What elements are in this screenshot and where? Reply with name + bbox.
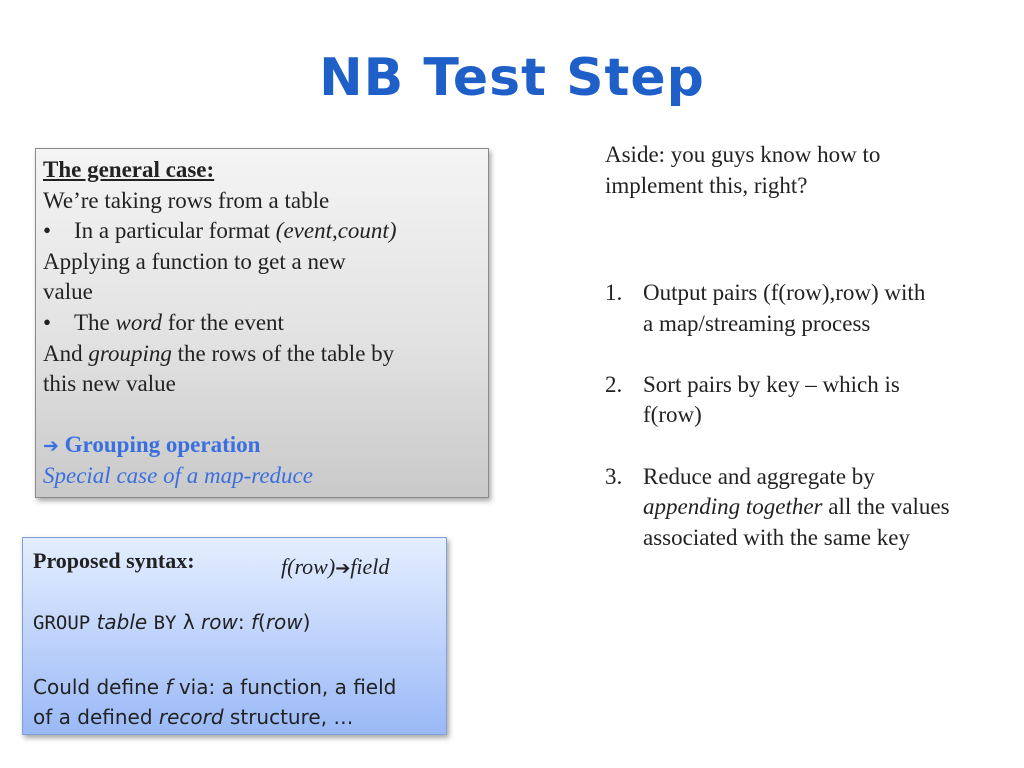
general-case-line-value: value [43,279,93,305]
grouping-operation-label: ➔ Grouping operation [43,431,261,457]
general-case-line-applying: Applying a function to get a new [43,248,346,274]
list-item: 3. Reduce and aggregate by appending together all the values associated with the same key [605,463,950,550]
syntax-annotation: f(row)➔field [281,554,390,579]
bullet-icon: • [43,218,52,244]
define-f-text: Could define f via: a function, a field of a defined record structure, … [33,675,397,729]
general-case-bullet-word: • The word for the event [43,308,488,339]
syntax-heading: Proposed syntax: [33,548,195,573]
general-case-box [35,148,489,498]
list-item: 2. Sort pairs by key – which is f(row) [605,371,900,428]
general-case-line-rows: We’re taking rows from a table [43,187,330,213]
right-arrow-icon: ➔ [43,434,59,457]
general-case-line-new-value: this new value [43,371,176,397]
general-case-heading: The general case: [43,157,215,182]
proposed-syntax-box [22,537,447,735]
general-case-line-grouping: And grouping the rows of the table by [43,340,395,366]
slide-title: NB Test Step [319,48,705,108]
aside-text: Aside: you guys know how to implement this, right? [605,142,881,198]
steps-list [605,278,1005,584]
right-arrow-icon: ➔ [335,558,351,579]
bullet-icon: • [43,309,52,335]
general-case-bullet-format: • In a particular format (event,count) [43,216,488,247]
special-case-label: Special case of a map-reduce [43,463,313,489]
group-by-syntax: GROUP table BY λ row: f(row) [33,610,311,634]
list-item: 1. Output pairs (f(row),row) with a map/streaming process [605,280,926,336]
